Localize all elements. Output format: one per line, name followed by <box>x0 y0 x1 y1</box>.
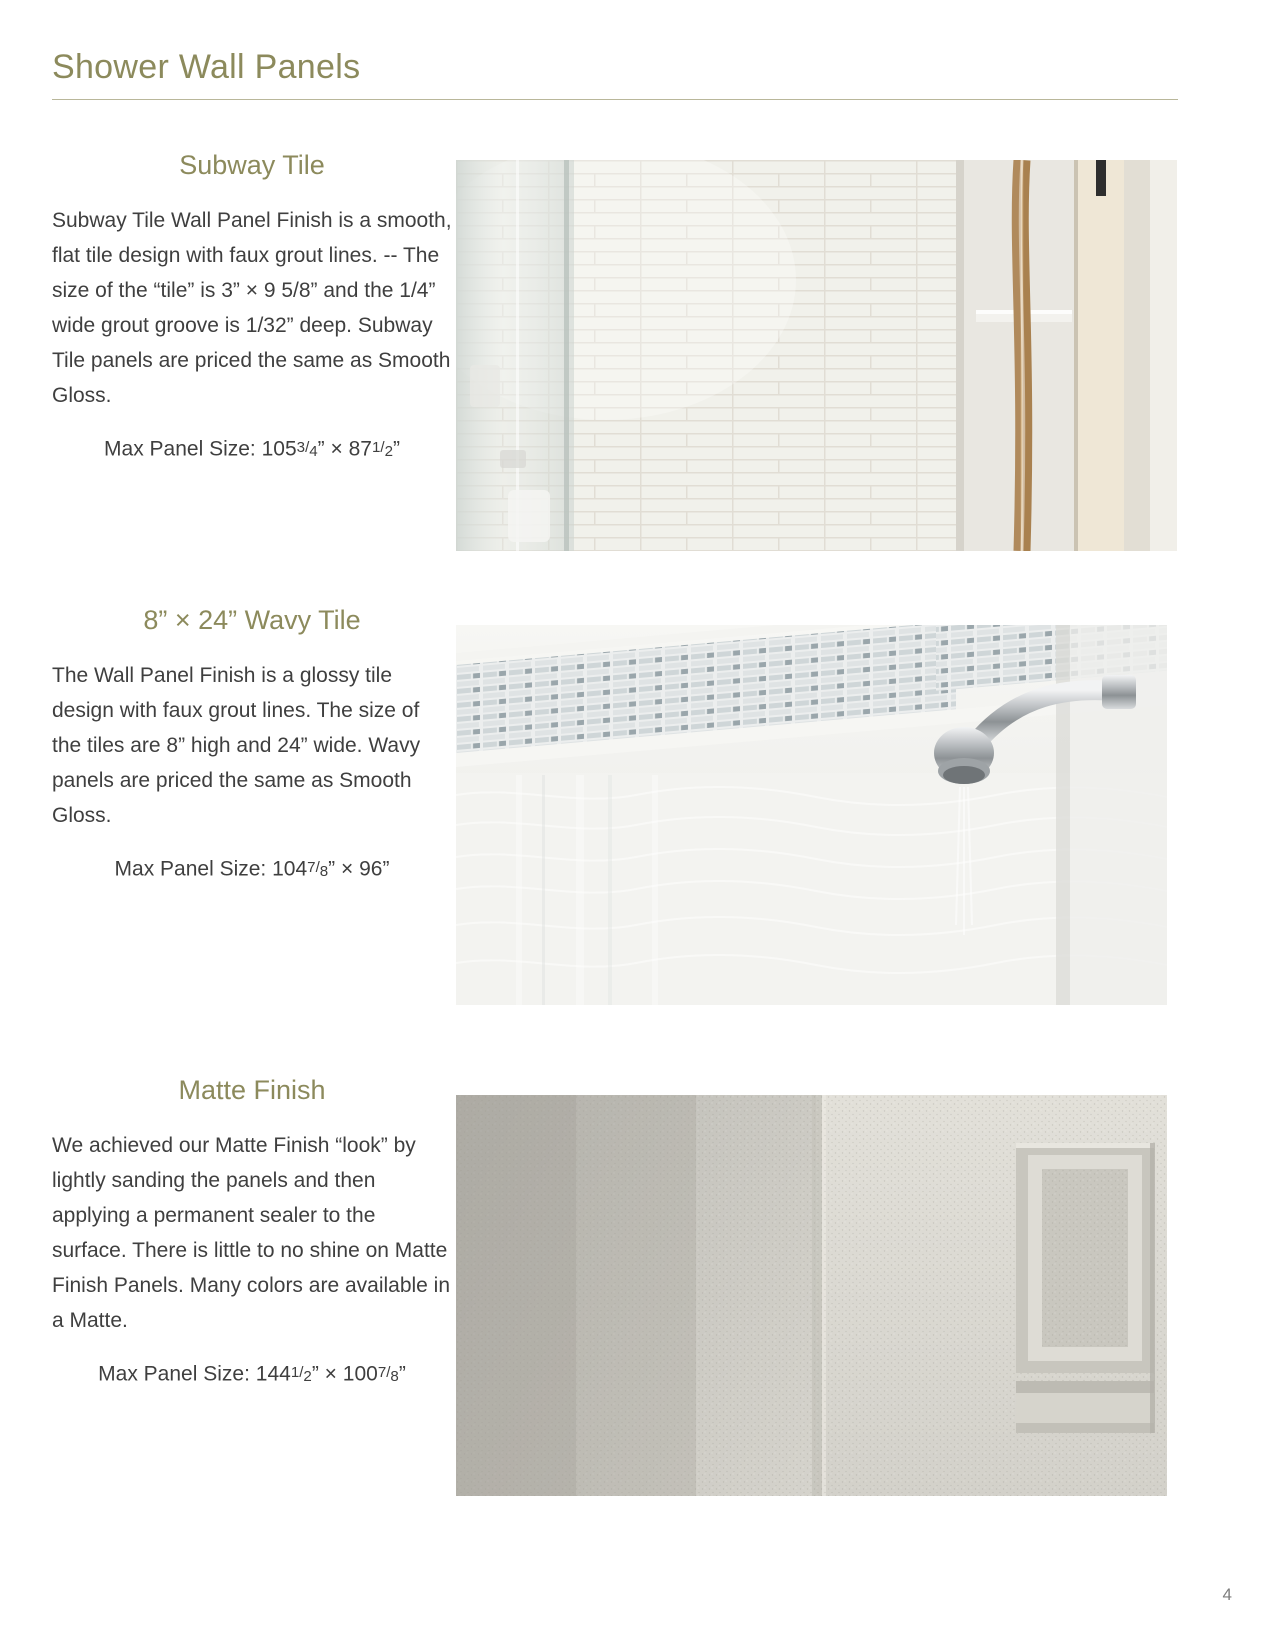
page-title: Shower Wall Panels <box>52 48 361 86</box>
max-panel-label: Max Panel Size: <box>114 857 267 881</box>
wavy-tile-photo <box>456 625 1167 1005</box>
max-panel-width-whole: 105 <box>261 437 297 461</box>
wavy-tile-text-column <box>52 605 452 889</box>
max-panel-end-quote: ” <box>382 857 390 881</box>
max-panel-separator: ” × <box>328 857 360 881</box>
max-panel-separator: ” × <box>311 1362 343 1386</box>
wavy-tile-max-panel-size <box>52 851 452 889</box>
max-panel-end-quote: ” <box>392 437 400 461</box>
subway-tile-photo <box>456 160 1177 551</box>
matte-finish-photo <box>456 1095 1167 1496</box>
max-panel-width-fraction: 7/8 <box>307 859 329 880</box>
max-panel-height-fraction: 1/2 <box>371 439 393 460</box>
page-header <box>52 48 1232 100</box>
section-subway-tile <box>0 150 1284 570</box>
subway-tile-body: Subway Tile Wall Panel Finish is a smooth, flat tile design with faux grout lines. -- The size of the “tile” is 3” × 9 5/8” and the 1/4” wide grout groove is 1/32” deep. Subway Tile panels are priced the same as Smooth Gloss. <box>52 209 452 407</box>
max-panel-height-fraction: 7/8 <box>377 1364 399 1385</box>
matte-finish-max-panel-size <box>52 1356 452 1394</box>
title-divider <box>52 99 1178 100</box>
section-wavy-tile <box>0 605 1284 1005</box>
max-panel-end-quote: ” <box>398 1362 406 1386</box>
max-panel-label: Max Panel Size: <box>104 437 256 461</box>
subway-tile-text-column <box>52 150 452 469</box>
wavy-tile-body: The Wall Panel Finish is a glossy tile design with faux grout lines. The size of the tiles are 8” high and 24” wide. Wavy panels are priced the same as Smooth Gloss. <box>52 664 421 827</box>
subway-tile-heading: Subway Tile <box>179 150 325 180</box>
subway-tile-max-panel-size <box>52 431 452 469</box>
max-panel-separator: ” × <box>317 437 349 461</box>
wavy-tile-heading: 8” × 24” Wavy Tile <box>143 605 361 635</box>
section-matte-finish <box>0 1075 1284 1495</box>
max-panel-width-fraction: 3/4 <box>296 439 318 460</box>
max-panel-height-whole: 96 <box>359 857 383 881</box>
max-panel-width-whole: 104 <box>272 857 308 881</box>
max-panel-width-whole: 144 <box>255 1362 291 1386</box>
max-panel-label: Max Panel Size: <box>98 1362 250 1386</box>
max-panel-height-whole: 87 <box>348 437 372 461</box>
page-number: 4 <box>1222 1585 1232 1604</box>
matte-finish-body: We achieved our Matte Finish “look” by lightly sanding the panels and then applying a permanent sealer to the surface. There is little to no shine on Matte Finish Panels. Many colors are available in a Matte. <box>52 1134 451 1332</box>
matte-finish-heading: Matte Finish <box>178 1075 326 1105</box>
max-panel-width-fraction: 1/2 <box>290 1364 312 1385</box>
matte-finish-text-column <box>52 1075 452 1394</box>
max-panel-height-whole: 100 <box>342 1362 378 1386</box>
